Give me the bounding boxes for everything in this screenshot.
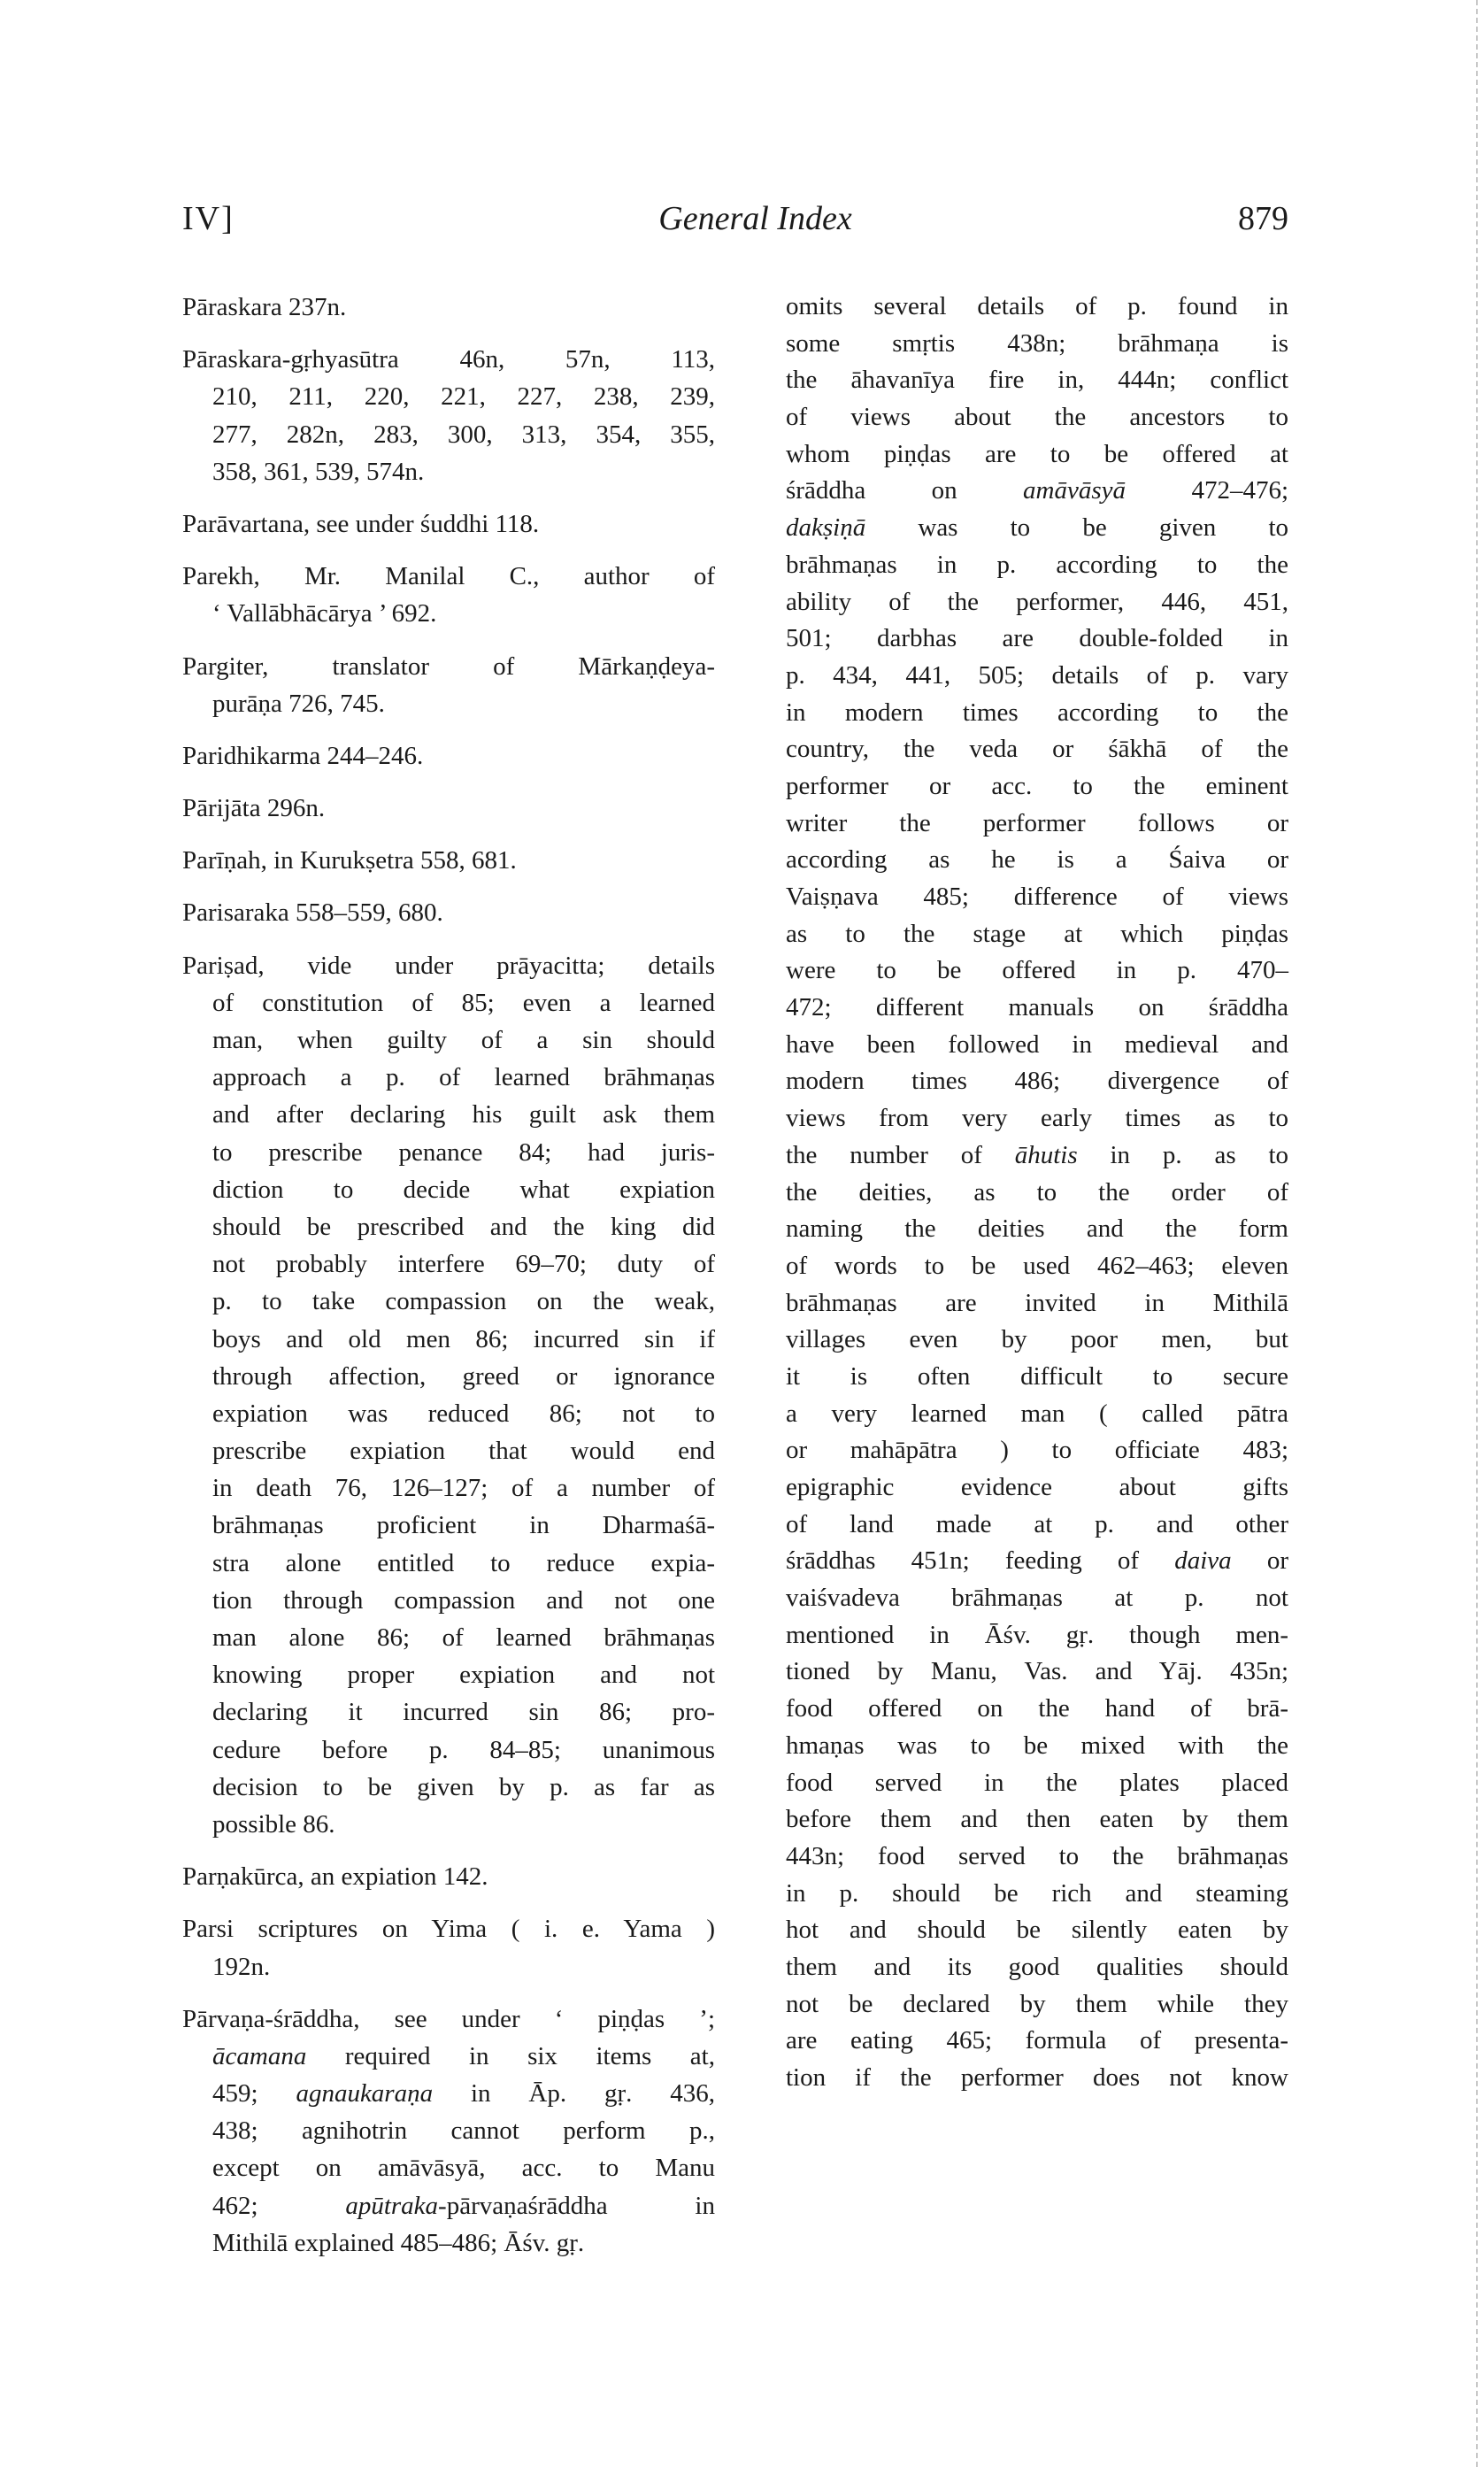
italic-term: daiva [1174,1546,1232,1576]
text-segment: 459; [212,2079,296,2109]
index-line: Pārvaṇa-śrāddha, see under ‘ piṇḍas ’; [182,2004,715,2033]
index-line: before them and then eaten by them [786,1805,1288,1834]
text-segment: in p. as to [1077,1140,1288,1169]
italic-term: amāvāsyā [1023,476,1126,505]
index-line: and after declaring his guilt ask them [212,1100,715,1129]
index-line: have been followed in medieval and [786,1029,1288,1059]
index-line: 358, 361, 539, 574n. [212,457,425,486]
index-line: Parsi scriptures on Yima ( i. e. Yama ) [182,1915,715,1944]
index-line: of views about the ancestors to [786,403,1288,432]
index-line: views from very early times as to [786,1104,1288,1133]
index-line: in p. should be rich and steaming [786,1878,1288,1908]
index-line: food offered on the hand of brā- [786,1694,1288,1723]
index-line: 277, 282n, 283, 300, 313, 354, 355, [212,420,715,449]
index-line: or mahāpātra ) to officiate 483; [786,1436,1288,1465]
index-line: tion through compassion and not one [212,1585,715,1615]
index-line [786,510,1288,547]
italic-term: dakṣiṇā [786,513,866,543]
index-line: hot and should be silently eaten by [786,1916,1288,1945]
index-line: ability of the performer, 446, 451, [786,587,1288,616]
index-line: cedure before p. 84–85; unanimous [212,1735,715,1764]
index-line: 472; different manuals on śrāddha [786,993,1288,1022]
index-line: naming the deities and the form [786,1214,1288,1244]
index-line: hmaṇas was to be mixed with the [786,1731,1288,1760]
index-line: whom piṇḍas are to be offered at [786,439,1288,468]
index-line: should be prescribed and the king did [212,1212,715,1241]
index-entry [182,947,715,1844]
index-line: Parekh, Mr. Manilal C., author of [182,562,715,591]
index-line [182,2075,715,2112]
italic-term: ācamana [212,2041,307,2070]
index-line: 192n. [212,1952,271,1981]
index-line: performer or acc. to the eminent [786,771,1288,800]
index-entry [182,341,715,490]
index-line: food served in the plates placed [786,1768,1288,1797]
index-entry [182,842,715,879]
index-line [182,2038,715,2075]
index-entry [182,737,715,775]
index-line: p. 434, 441, 505; details of p. vary [786,660,1288,690]
index-line: Pāraskara 237n. [182,293,347,321]
page-number: 879 [1238,200,1288,237]
text-segment: in Āp. gṛ. 436, [433,2079,715,2109]
index-entry [182,505,715,543]
index-line: 438; agnihotrin cannot perform p., [212,2116,715,2146]
index-line: some smṛtis 438n; brāhmaṇa is [786,328,1288,358]
index-line: p. to take compassion on the weak, [212,1287,715,1316]
index-line: man alone 86; of learned brāhmaṇas [212,1623,715,1652]
index-line: tion if the performer does not know [786,2063,1288,2092]
index-entry [182,2001,715,2262]
index-line: writer the performer follows or [786,808,1288,837]
index-line: mentioned in Āśv. gṛ. though men- [786,1620,1288,1649]
index-line: it is often difficult to secure [786,1361,1288,1391]
index-line: are eating 465; formula of presenta- [786,2026,1288,2055]
italic-term: āhutis [1014,1140,1078,1169]
index-line: were to be offered in p. 470– [786,956,1288,985]
text-segment: the number of [786,1140,1015,1169]
scan-edge-divider [1476,0,1478,2467]
index-line: man, when guilty of a sin should [212,1026,715,1054]
index-line: declaring it incurred sin 86; pro- [212,1698,715,1727]
index-entry [182,790,715,827]
index-line [786,473,1288,510]
index-line: through affection, greed or ignorance [212,1361,715,1391]
text-segment: śrāddha on [786,476,1024,505]
index-line: not probably interfere 69–70; duty of [212,1250,715,1279]
index-line: boys and old men 86; incurred sin if [212,1324,715,1353]
text-segment: required in six items at, [306,2041,715,2070]
index-line: as to the stage at which piṇḍas [786,919,1288,948]
index-line: the āhavanīya fire in, 444n; conflict [786,366,1288,395]
index-line: Pariṣad, vide under prāyacitta; details [182,951,715,980]
index-entry [182,648,715,722]
index-line: them and its good qualities should [786,1952,1288,1981]
index-line: diction to decide what expiation [212,1175,715,1204]
index-line: Pāraskara-gṛhyasūtra 46n, 57n, 113, [182,345,715,374]
index-line: 501; darbhas are double-folded in [786,624,1288,653]
index-line: knowing proper expiation and not [212,1661,715,1690]
italic-term: agnaukaraṇa [296,2079,434,2109]
text-segment: was to be given to [865,513,1288,543]
index-line: decision to be given by p. as far as [212,1772,715,1801]
index-line [786,1543,1288,1580]
index-line: tioned by Manu, Vas. and Yāj. 435n; [786,1657,1288,1686]
italic-term: apūtraka [345,2191,439,2220]
index-line: in death 76, 126–127; of a number of [212,1474,715,1503]
text-segment: -pārvaṇaśrāddha in [438,2191,715,2220]
index-line: in modern times according to the [786,698,1288,727]
index-line: Pargiter, translator of Mārkaṇḍeya- [182,651,715,681]
index-line [786,1137,1288,1175]
index-line: Parisaraka 558–559, 680. [182,898,443,928]
index-entry [182,1858,715,1895]
index-line: possible 86. [212,1809,335,1839]
index-line: Mithilā explained 485–486; Āśv. gṛ. [212,2228,585,2257]
index-line: to prescribe penance 84; had juris- [212,1137,715,1167]
index-line: modern times 486; divergence of [786,1067,1288,1096]
index-line: brāhmaṇas in p. according to the [786,550,1288,579]
index-line: of land made at p. and other [786,1509,1288,1538]
index-line: a very learned man ( called pātra [786,1399,1288,1428]
index-entry [182,558,715,632]
index-line: vaiśvadeva brāhmaṇas at p. not [786,1584,1288,1613]
index-line: prescribe expiation that would end [212,1437,715,1466]
index-entry [182,894,715,931]
index-line: stra alone entitled to reduce expia- [212,1548,715,1577]
index-line: brāhmaṇas proficient in Dharmaśā- [212,1511,715,1540]
index-line: of words to be used 462–463; eleven [786,1251,1288,1280]
index-entry [182,1910,715,1985]
index-line: of constitution of 85; even a learned [212,988,715,1017]
index-line: epigraphic evidence about gifts [786,1473,1288,1501]
index-line: purāṇa 726, 745. [212,689,385,718]
index-line: Parāvartana, see under śuddhi 118. [182,509,540,538]
section-number: IV] [182,200,235,237]
index-line [182,2187,715,2224]
index-column-right [786,289,1288,2097]
index-line: Parīṇah, in Kurukṣetra 558, 681. [182,846,517,875]
index-line: according as he is a Śaiva or [786,845,1288,875]
running-title: General Index [658,200,852,237]
index-line: villages even by poor men, but [786,1325,1288,1354]
index-line: Paridhikarma 244–246. [182,741,424,770]
index-line: 210, 211, 220, 221, 227, 238, 239, [212,382,715,412]
index-line: Pārijāta 296n. [182,794,326,823]
index-line: country, the veda or śākhā of the [786,735,1288,764]
index-line: omits several details of p. found in [786,292,1288,320]
text-segment: śrāddhas 451n; feeding of [786,1546,1175,1576]
text-segment: 472–476; [1126,476,1288,505]
index-line: Parṇakūrca, an expiation 142. [182,1862,488,1892]
index-line: expiation was reduced 86; not to [212,1399,715,1428]
index-line: the deities, as to the order of [786,1177,1288,1207]
index-line: except on amāvāsyā, acc. to Manu [212,2154,715,2183]
index-column-left [182,289,715,2277]
index-line: not be declared by them while they [786,1989,1288,2018]
text-segment: 462; [212,2191,346,2220]
index-line: brāhmaṇas are invited in Mithilā [786,1288,1288,1317]
index-line: approach a p. of learned brāhmaṇas [212,1063,715,1092]
index-line: Vaiṣṇava 485; difference of views [786,883,1288,911]
index-line: ‘ Vallābhācārya ’ 692. [212,599,437,628]
index-entry [182,289,715,326]
index-line: 443n; food served to the brāhmaṇas [786,1841,1288,1870]
text-segment: or [1231,1546,1288,1576]
